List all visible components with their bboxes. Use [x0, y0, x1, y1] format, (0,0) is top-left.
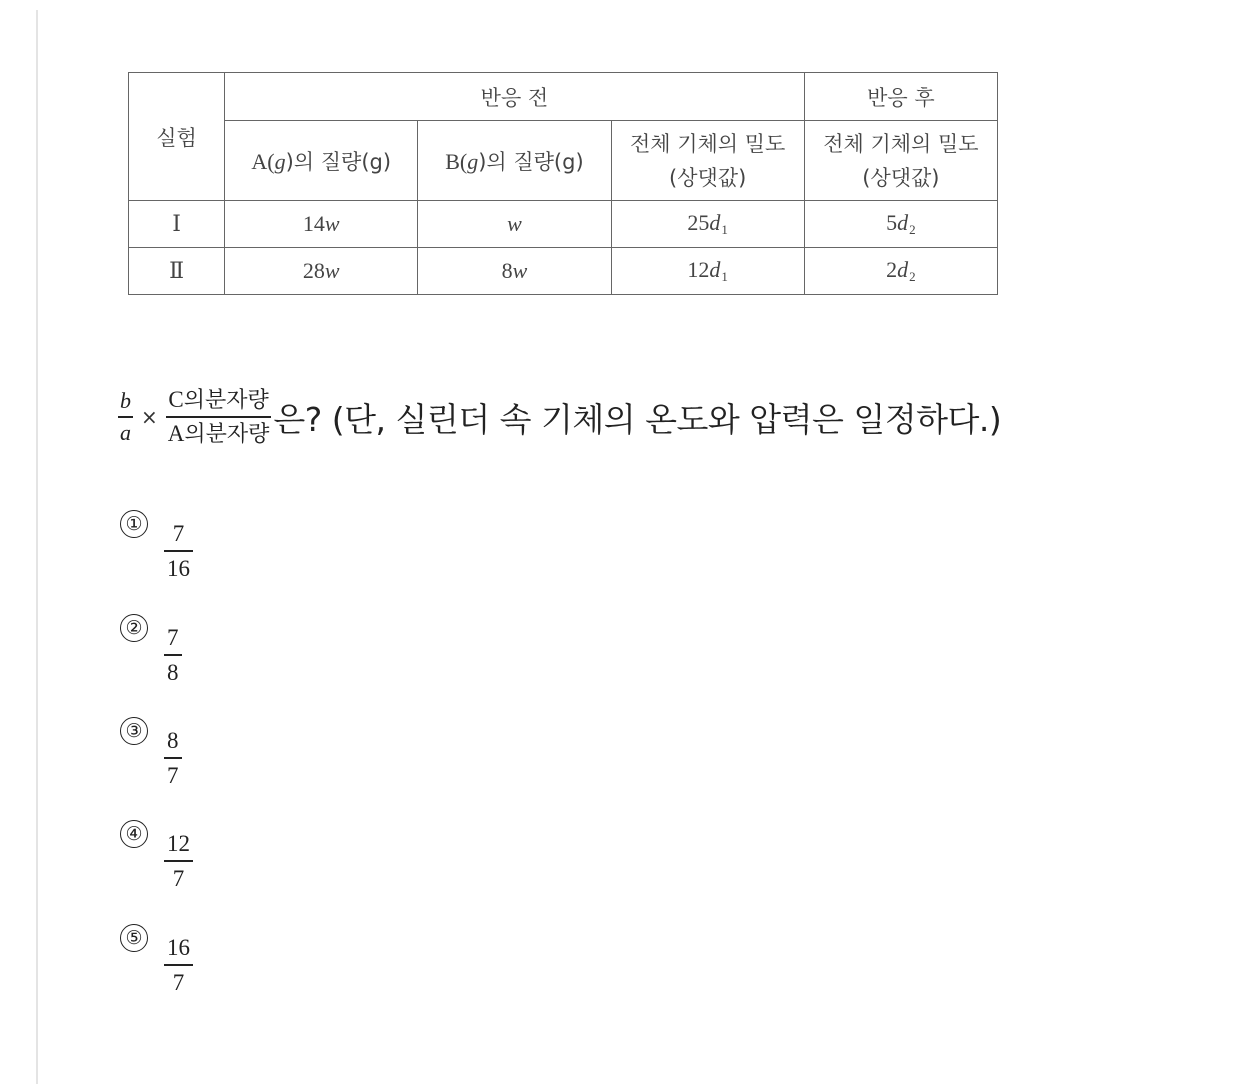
header-density-after-line2: (상댓값) [862, 165, 940, 190]
header-b-mass-var: g [467, 148, 479, 174]
molar-mass-ratio [166, 388, 272, 446]
cell-var: w [507, 211, 522, 236]
numerator-variable: C [168, 387, 184, 412]
fraction-denominator: 8 [167, 660, 179, 685]
header-a-mass-pre: A( [251, 148, 275, 174]
row-label: Ⅱ [129, 248, 225, 295]
fraction-bar [164, 550, 193, 552]
header-after-reaction: 반응 후 [804, 73, 997, 121]
cell-density-after [804, 248, 997, 295]
header-b-mass-post: )의 질량(g) [478, 149, 584, 174]
cell-coef: 25 [687, 210, 710, 235]
header-before-reaction: 반응 전 [225, 73, 805, 121]
fraction-bar [118, 416, 133, 418]
cell-a-mass [225, 201, 418, 248]
fraction-denominator [166, 422, 272, 446]
header-a-mass [225, 121, 418, 201]
fraction-numerator: 12 [167, 831, 190, 856]
cell-a-mass [225, 248, 418, 295]
cell-var: d [709, 210, 721, 235]
cell-coef: 2 [886, 257, 898, 282]
answer-option-5[interactable] [120, 924, 193, 994]
fraction-numerator: 16 [167, 935, 190, 960]
ratio-b-over-a [118, 390, 133, 444]
fraction-numerator [166, 388, 270, 412]
cell-var: d [897, 257, 909, 282]
row-label: Ⅰ [129, 201, 225, 248]
header-b-mass [418, 121, 611, 201]
fraction-numerator: 7 [167, 625, 179, 650]
fraction-bar [164, 964, 193, 966]
cell-coef: 5 [886, 210, 898, 235]
fraction-numerator: 8 [167, 728, 179, 753]
cell-density-after [804, 201, 997, 248]
denominator-variable: A [167, 421, 185, 446]
option-marker: ④ [120, 820, 148, 848]
fraction-denominator: 7 [172, 866, 185, 891]
cell-subscript: 2 [909, 269, 916, 284]
table-row [129, 201, 998, 248]
cell-coef: 28 [302, 258, 325, 283]
option-marker: ⑤ [120, 924, 148, 952]
fraction-denominator: 7 [167, 763, 179, 788]
cell-coef: 14 [302, 211, 325, 236]
table-header-row-1 [129, 73, 998, 121]
cell-coef: 8 [501, 258, 513, 283]
fraction-bar [166, 416, 272, 418]
experiment-table [128, 72, 998, 295]
question-text: 은? (단, 실린더 속 기체의 온도와 압력은 일정하다.) [273, 399, 1002, 439]
option-marker: ② [120, 614, 148, 642]
numerator-text: 의분자량 [183, 388, 269, 413]
header-density-before-line1: 전체 기체의 밀도 [629, 131, 786, 156]
cell-var: w [324, 211, 340, 236]
cell-b-mass [418, 248, 611, 295]
header-a-mass-var: g [274, 148, 286, 174]
cell-var: d [897, 210, 909, 235]
header-density-before-line2: (상댓값) [669, 165, 747, 190]
left-margin-rule [36, 10, 38, 1084]
option-fraction [164, 729, 182, 787]
cell-coef: 12 [687, 257, 710, 282]
answer-option-1[interactable] [120, 510, 193, 580]
option-marker: ① [120, 510, 148, 538]
cell-subscript: 1 [721, 269, 728, 284]
fraction-denominator: 7 [172, 970, 185, 995]
fraction-denominator: a [120, 420, 131, 445]
cell-density-before [611, 248, 804, 295]
fraction-numerator: b [120, 388, 131, 413]
cell-subscript: 1 [721, 222, 728, 237]
option-marker: ③ [120, 717, 148, 745]
fraction-bar [164, 757, 182, 759]
header-b-mass-pre: B( [445, 148, 468, 174]
option-fraction [164, 626, 182, 684]
table-header-row-2 [129, 121, 998, 201]
times-sign: × [141, 405, 158, 429]
cell-var: d [709, 257, 721, 282]
header-density-after [804, 121, 997, 201]
option-fraction [164, 936, 193, 994]
cell-b-mass [418, 201, 611, 248]
fraction-bar [164, 654, 182, 656]
question-stem [118, 388, 1001, 446]
answer-option-2[interactable] [120, 614, 182, 684]
denominator-text: 의분자량 [184, 422, 270, 447]
answer-option-3[interactable] [120, 717, 182, 787]
table-row [129, 248, 998, 295]
fraction-bar [164, 860, 193, 862]
answer-option-4[interactable] [120, 820, 193, 890]
cell-var: w [512, 258, 528, 283]
fraction-denominator: 16 [167, 556, 190, 581]
header-experiment: 실험 [129, 73, 225, 201]
header-density-before [611, 121, 804, 201]
option-fraction [164, 522, 193, 580]
header-a-mass-post: )의 질량(g) [285, 149, 392, 174]
fraction-numerator: 7 [172, 521, 185, 546]
cell-subscript: 2 [909, 222, 916, 237]
cell-density-before [611, 201, 804, 248]
cell-var: w [324, 258, 340, 283]
header-density-after-line1: 전체 기체의 밀도 [823, 131, 979, 156]
option-fraction [164, 832, 193, 890]
